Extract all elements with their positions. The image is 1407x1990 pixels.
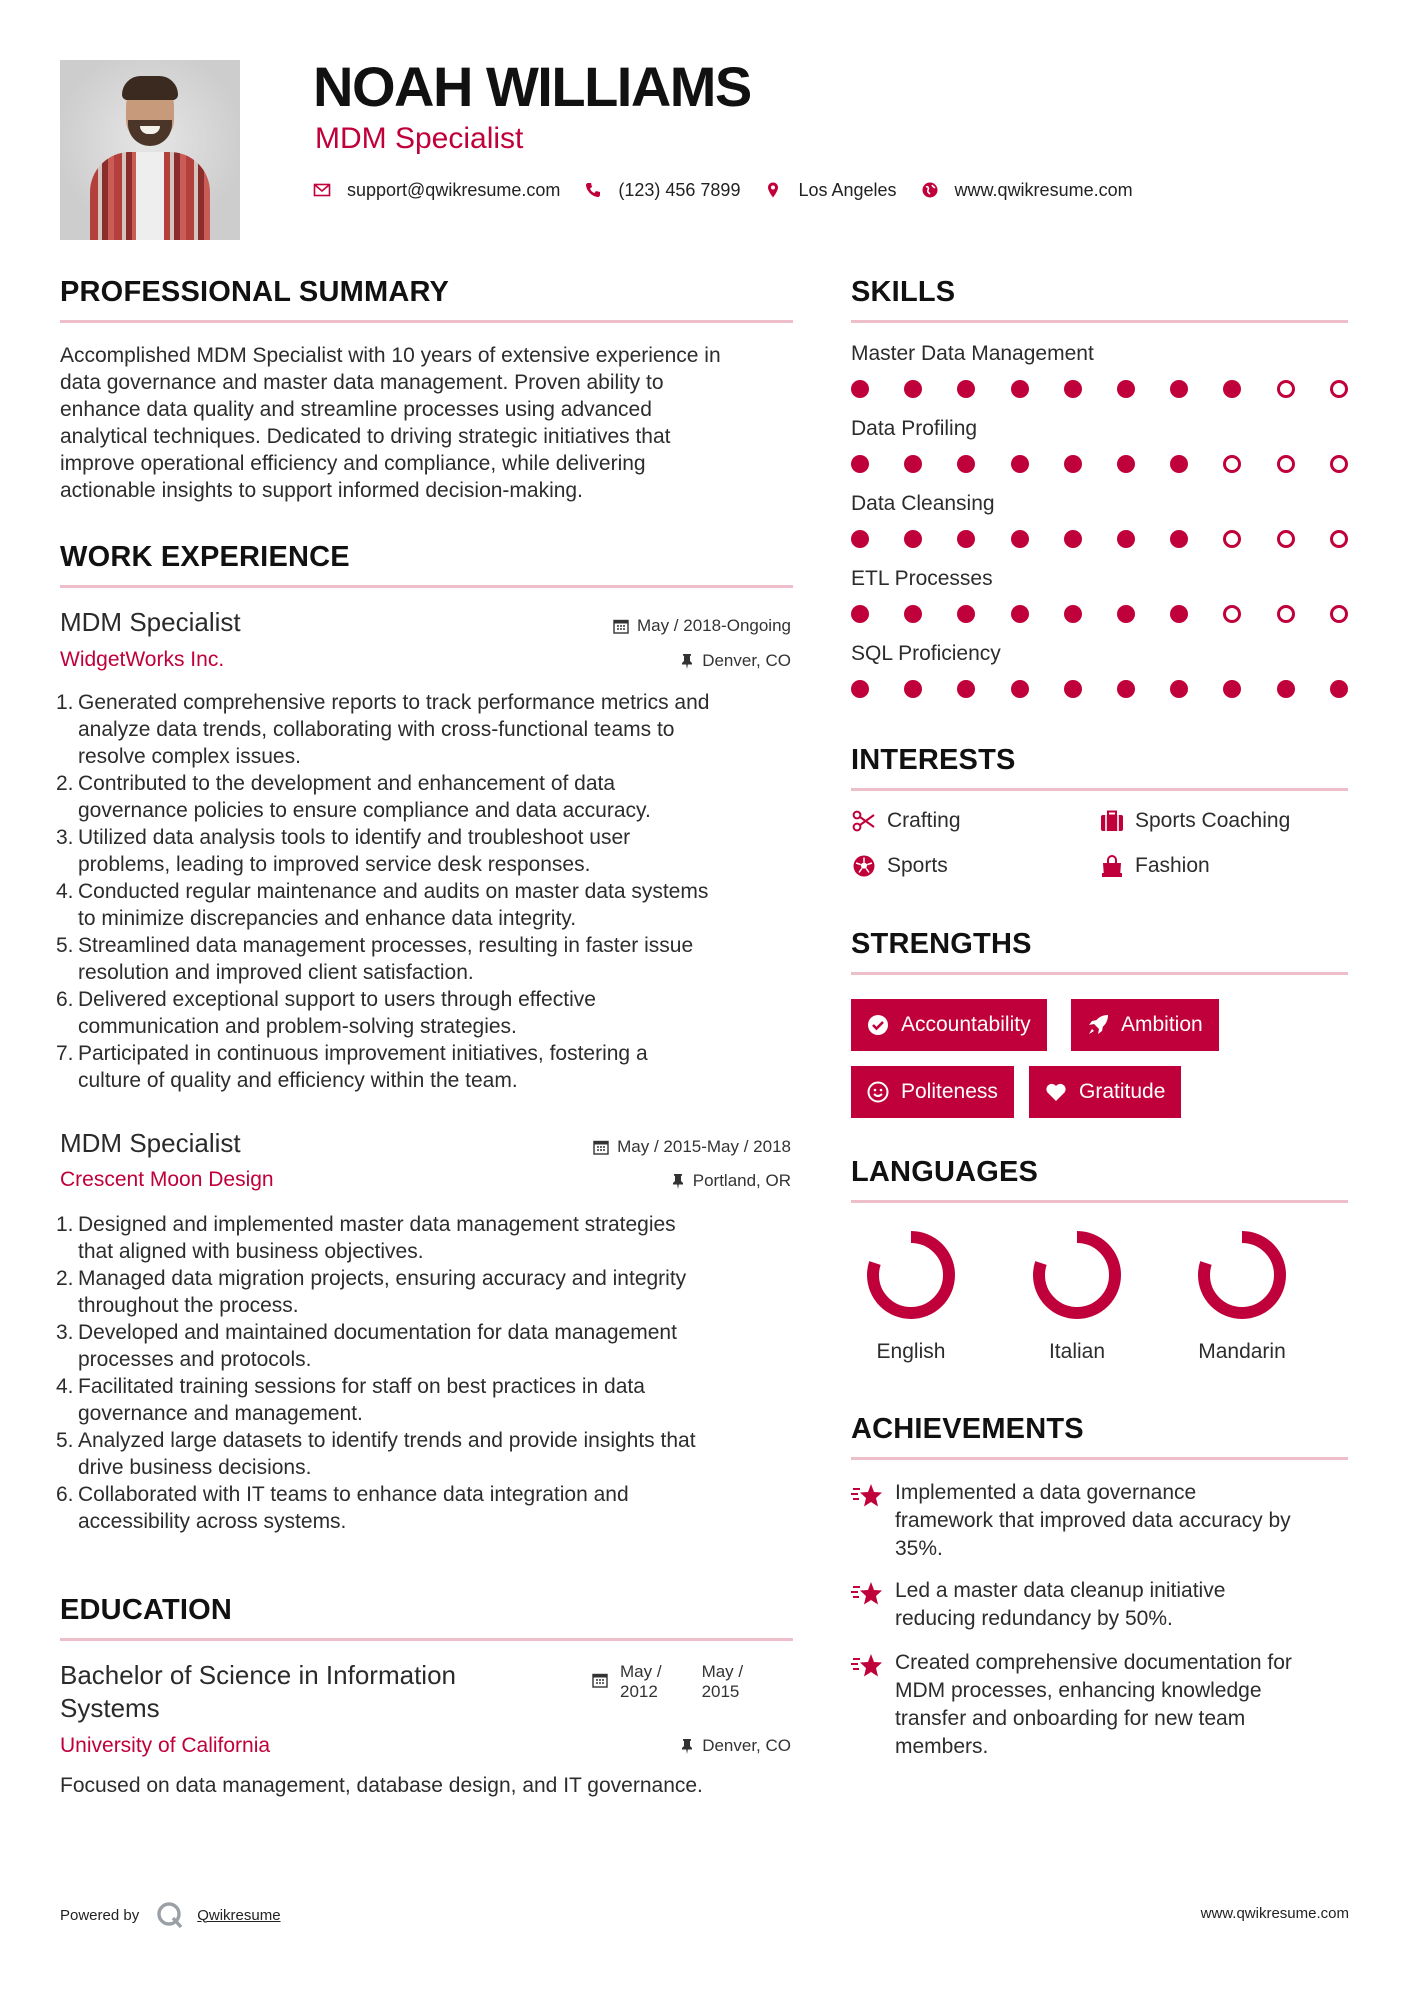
item-line: resolution and improved client satisfaction. xyxy=(78,961,474,984)
language-ring xyxy=(861,1225,961,1325)
responsibility-item xyxy=(56,986,800,1040)
phone-icon xyxy=(584,181,602,199)
languages-rule xyxy=(851,1200,1348,1203)
skill-dot-filled xyxy=(957,680,975,698)
degree-name xyxy=(60,1659,456,1725)
skill-dot-filled xyxy=(1064,680,1082,698)
item-line: Facilitated training sessions for staff on best practices in data xyxy=(78,1375,645,1398)
skill-dot-empty xyxy=(1277,605,1295,623)
item-line: Collaborated with IT teams to enhance data integration and xyxy=(78,1483,629,1506)
interest-label: Crafting xyxy=(887,809,961,832)
skill-dot-empty xyxy=(1223,530,1241,548)
scissors-icon xyxy=(851,808,877,834)
achievement-text xyxy=(895,1577,1355,1633)
skill-dot-filled xyxy=(1011,605,1029,623)
item-line: that aligned with business objectives. xyxy=(78,1240,424,1263)
skill-dot-filled xyxy=(1170,380,1188,398)
strength-tag xyxy=(1071,999,1219,1051)
phone-text: (123) 456 7899 xyxy=(618,179,741,200)
contact-website[interactable] xyxy=(921,180,1133,201)
interest-item xyxy=(851,853,948,879)
skill-name: Master Data Management xyxy=(851,342,1094,365)
strength-tag xyxy=(851,999,1047,1051)
job-dates xyxy=(613,616,791,636)
degree-line: Bachelor of Science in Information xyxy=(60,1660,456,1690)
skill-dot-filled xyxy=(1170,680,1188,698)
language-gauge xyxy=(1017,1225,1137,1330)
star-icon xyxy=(851,1483,883,1509)
skill-dot-empty xyxy=(1330,530,1348,548)
brand-link[interactable]: Qwikresume xyxy=(197,1906,281,1924)
skill-dot-filled xyxy=(851,605,869,623)
location-text: Los Angeles xyxy=(798,179,897,200)
education-heading: EDUCATION xyxy=(60,1594,233,1626)
globe-icon xyxy=(921,181,939,199)
pushpin-icon xyxy=(671,1173,685,1189)
contact-location xyxy=(764,180,896,201)
item-number: 1. xyxy=(56,691,74,714)
item-line: culture of quality and efficiency within the team. xyxy=(78,1069,518,1092)
calendar-icon xyxy=(592,1672,608,1688)
job-location xyxy=(680,651,791,671)
responsibility-item xyxy=(56,1481,800,1535)
item-line: Designed and implemented master data management strategies xyxy=(78,1213,676,1236)
skill-dot-filled xyxy=(1064,530,1082,548)
powered-by-text: Powered by xyxy=(60,1906,140,1924)
skill-name: ETL Processes xyxy=(851,567,993,590)
item-number: 1. xyxy=(56,1213,74,1236)
skill-dot-filled xyxy=(904,680,922,698)
item-number: 5. xyxy=(56,1429,74,1452)
email-text: support@qwikresume.com xyxy=(347,179,561,200)
education-rule xyxy=(60,1638,793,1641)
item-line: Developed and maintained documentation for data management xyxy=(78,1321,677,1344)
skill-rating xyxy=(851,380,1349,400)
item-line: governance policies to ensure compliance and data accuracy. xyxy=(78,799,651,822)
item-line: Conducted regular maintenance and audits on master data systems xyxy=(78,880,709,903)
summary-line: data governance and master data management. Proven ability to xyxy=(60,371,664,394)
skill-name: Data Profiling xyxy=(851,417,978,440)
item-number: 3. xyxy=(56,1321,74,1344)
experience-rule xyxy=(60,585,793,588)
achievements-heading: ACHIEVEMENTS xyxy=(851,1413,1084,1445)
job-location xyxy=(671,1171,791,1191)
experience-heading: WORK EXPERIENCE xyxy=(60,541,350,573)
contact-bar xyxy=(313,178,1157,202)
strength-tag xyxy=(1029,1066,1181,1118)
date-part: May / xyxy=(620,1662,662,1681)
summary-line: enhance data quality and streamline processes using advanced xyxy=(60,398,652,421)
skill-dot-filled xyxy=(851,680,869,698)
skill-dot-filled xyxy=(1064,455,1082,473)
skill-dot-filled xyxy=(1223,380,1241,398)
item-line: Analyzed large datasets to identify trends and provide insights that xyxy=(78,1429,696,1452)
skill-dot-filled xyxy=(1064,380,1082,398)
summary-rule xyxy=(60,320,793,323)
skill-dot-filled xyxy=(904,455,922,473)
briefcase-icon xyxy=(1099,808,1125,834)
item-line: governance and management. xyxy=(78,1402,363,1425)
skill-dot-filled xyxy=(1011,455,1029,473)
skill-dot-filled xyxy=(904,605,922,623)
item-number: 5. xyxy=(56,934,74,957)
item-line: to minimize discrepancies and enhance data integrity. xyxy=(78,907,577,930)
job-location-text: Portland, OR xyxy=(692,1171,791,1190)
summary-text xyxy=(60,342,800,504)
language-ring-arc xyxy=(873,1237,949,1313)
skill-rating xyxy=(851,455,1349,475)
candidate-name: NOAH WILLIAMS xyxy=(313,55,751,118)
candidate-title: MDM Specialist xyxy=(315,122,524,155)
achievement-line: 35%. xyxy=(895,1537,943,1560)
date-part: May / xyxy=(701,1662,744,1681)
summary-line: improve operational efficiency and compliance, while delivering xyxy=(60,452,646,475)
interest-item xyxy=(1099,808,1290,834)
job-dates-text: May / 2015-May / 2018 xyxy=(617,1137,791,1156)
skill-dot-filled xyxy=(1011,380,1029,398)
skill-dot-filled xyxy=(1223,680,1241,698)
language-gauge xyxy=(851,1225,971,1330)
job-responsibilities xyxy=(56,689,800,1094)
education-description: Focused on data management, database design, and IT governance. xyxy=(60,1774,703,1797)
achievement-line: framework that improved data accuracy by xyxy=(895,1509,1291,1532)
calendar-icon xyxy=(613,618,629,634)
school-name: University of California xyxy=(60,1734,271,1757)
education-start-date xyxy=(620,1662,662,1702)
summary-line: actionable insights to support informed decision-making. xyxy=(60,479,583,502)
skill-dot-empty xyxy=(1223,605,1241,623)
skill-rating xyxy=(851,530,1349,550)
website-text: www.qwikresume.com xyxy=(954,179,1133,200)
item-number: 2. xyxy=(56,772,74,795)
language-label: English xyxy=(876,1340,946,1363)
skill-rating xyxy=(851,680,1349,700)
skill-dot-filled xyxy=(1117,680,1135,698)
responsibility-item xyxy=(56,932,800,986)
item-line: resolve complex issues. xyxy=(78,745,301,768)
interest-item xyxy=(851,808,961,834)
contact-phone[interactable] xyxy=(584,180,740,201)
item-line: communication and problem-solving strategies. xyxy=(78,1015,517,1038)
skill-name: Data Cleansing xyxy=(851,492,995,515)
achievement-line: Implemented a data governance xyxy=(895,1481,1197,1504)
achievements-rule xyxy=(851,1457,1348,1460)
achievement-line: transfer and onboarding for new team xyxy=(895,1707,1246,1730)
achievement-line: Led a master data cleanup initiative xyxy=(895,1579,1226,1602)
job-title: MDM Specialist xyxy=(60,607,241,637)
skills-rule xyxy=(851,320,1348,323)
job-dates-text: May / 2018-Ongoing xyxy=(636,616,791,635)
achievement-line: reducing redundancy by 50%. xyxy=(895,1607,1173,1630)
item-line: Contributed to the development and enhancement of data xyxy=(78,772,616,795)
skill-dot-filled xyxy=(957,605,975,623)
item-number: 6. xyxy=(56,1483,74,1506)
language-ring-arc xyxy=(1039,1237,1115,1313)
footer-website[interactable]: www.qwikresume.com xyxy=(1200,1905,1349,1922)
achievement-text xyxy=(895,1479,1355,1563)
skill-dot-filled xyxy=(1064,605,1082,623)
company-name: Crescent Moon Design xyxy=(60,1168,274,1191)
skill-dot-filled xyxy=(1011,680,1029,698)
item-line: accessibility across systems. xyxy=(78,1510,347,1533)
pushpin-icon xyxy=(680,653,694,669)
strength-label: Ambition xyxy=(1121,1013,1203,1036)
pushpin-icon xyxy=(680,1738,694,1754)
skill-dot-filled xyxy=(1117,605,1135,623)
skill-dot-filled xyxy=(957,380,975,398)
date-part: 2012 xyxy=(620,1682,658,1701)
soccer-ball-icon xyxy=(851,853,877,879)
interest-label: Sports Coaching xyxy=(1135,809,1291,832)
achievement-line: Created comprehensive documentation for xyxy=(895,1651,1292,1674)
strength-label: Accountability xyxy=(901,1013,1031,1036)
skill-dot-filled xyxy=(851,530,869,548)
item-number: 4. xyxy=(56,1375,74,1398)
responsibility-item xyxy=(56,770,800,824)
summary-line: analytical techniques. Dedicated to driving strategic initiatives that xyxy=(60,425,671,448)
item-number: 3. xyxy=(56,826,74,849)
skill-dot-filled xyxy=(1170,455,1188,473)
shopping-bag-icon xyxy=(1099,853,1125,879)
interests-rule xyxy=(851,788,1348,791)
item-line: Delivered exceptional support to users through effective xyxy=(78,988,596,1011)
skill-dot-empty xyxy=(1277,455,1295,473)
achievement-line: members. xyxy=(895,1735,989,1758)
languages-heading: LANGUAGES xyxy=(851,1156,1039,1188)
strengths-heading: STRENGTHS xyxy=(851,928,1032,960)
achievement-line: MDM processes, enhancing knowledge xyxy=(895,1679,1262,1702)
item-line: problems, leading to improved service desk responses. xyxy=(78,853,591,876)
footer-powered-by xyxy=(60,1900,281,1930)
responsibility-item xyxy=(56,1040,800,1094)
skill-dot-empty xyxy=(1330,380,1348,398)
item-line: Participated in continuous improvement initiatives, fostering a xyxy=(78,1042,648,1065)
skill-name: SQL Proficiency xyxy=(851,642,1001,665)
skill-dot-filled xyxy=(1170,605,1188,623)
skill-rating xyxy=(851,605,1349,625)
item-line: Generated comprehensive reports to track performance metrics and xyxy=(78,691,710,714)
item-line: Streamlined data management processes, resulting in faster issue xyxy=(78,934,694,957)
skill-dot-empty xyxy=(1330,605,1348,623)
responsibility-item xyxy=(56,878,800,932)
job-responsibilities xyxy=(56,1211,800,1535)
responsibility-item xyxy=(56,1373,800,1427)
skill-dot-filled xyxy=(904,380,922,398)
strength-label: Gratitude xyxy=(1079,1080,1166,1103)
skill-dot-empty xyxy=(1223,455,1241,473)
skill-dot-filled xyxy=(904,530,922,548)
contact-email[interactable] xyxy=(313,180,560,201)
skill-dot-empty xyxy=(1277,530,1295,548)
skill-dot-filled xyxy=(1170,530,1188,548)
job-location-text: Denver, CO xyxy=(702,651,791,670)
calendar-icon xyxy=(593,1139,609,1155)
skill-dot-filled xyxy=(1277,680,1295,698)
skill-dot-filled xyxy=(1117,455,1135,473)
qwikresume-logo-icon xyxy=(155,1900,185,1930)
profile-photo xyxy=(60,60,240,240)
item-line: throughout the process. xyxy=(78,1294,299,1317)
language-label: Mandarin xyxy=(1198,1340,1286,1363)
education-end-date xyxy=(702,1662,744,1702)
heart-icon xyxy=(1045,1081,1067,1103)
language-ring-arc xyxy=(1204,1237,1280,1313)
skill-dot-filled xyxy=(851,380,869,398)
skill-dot-empty xyxy=(1330,455,1348,473)
interests-heading: INTERESTS xyxy=(851,744,1016,776)
summary-heading: PROFESSIONAL SUMMARY xyxy=(60,276,450,308)
skill-dot-filled xyxy=(1330,680,1348,698)
star-icon xyxy=(851,1653,883,1679)
skill-dot-filled xyxy=(957,530,975,548)
skills-heading: SKILLS xyxy=(851,276,956,308)
star-icon xyxy=(851,1581,883,1607)
language-gauge xyxy=(1182,1225,1302,1330)
date-part: 2015 xyxy=(701,1682,740,1701)
responsibility-item xyxy=(56,824,800,878)
achievement-text xyxy=(895,1649,1355,1761)
item-number: 6. xyxy=(56,988,74,1011)
education-location-text: Denver, CO xyxy=(702,1736,791,1755)
skill-dot-empty xyxy=(1277,380,1295,398)
responsibility-item xyxy=(56,1319,800,1373)
item-line: analyze data trends, collaborating with cross-functional teams to xyxy=(78,718,675,741)
interest-label: Sports xyxy=(887,854,948,877)
interest-label: Fashion xyxy=(1135,854,1210,877)
language-label: Italian xyxy=(1048,1340,1106,1363)
strength-label: Politeness xyxy=(901,1080,998,1103)
skill-dot-filled xyxy=(1011,530,1029,548)
item-line: Managed data migration projects, ensuring accuracy and integrity xyxy=(78,1267,687,1290)
responsibility-item xyxy=(56,1211,800,1265)
responsibility-item xyxy=(56,1265,800,1319)
skill-dot-filled xyxy=(957,455,975,473)
language-ring xyxy=(1192,1225,1292,1325)
smile-icon xyxy=(867,1081,889,1103)
strengths-rule xyxy=(851,972,1348,975)
education-dates xyxy=(592,1662,743,1702)
map-pin-icon xyxy=(764,181,782,199)
skill-dot-filled xyxy=(851,455,869,473)
education-location xyxy=(680,1736,791,1756)
language-ring xyxy=(1027,1225,1127,1325)
job-dates xyxy=(593,1137,791,1157)
item-line: Utilized data analysis tools to identify and troubleshoot user xyxy=(78,826,631,849)
job-title: MDM Specialist xyxy=(60,1128,241,1158)
item-number: 7. xyxy=(56,1042,74,1065)
degree-line: Systems xyxy=(60,1693,160,1723)
envelope-icon xyxy=(313,181,331,199)
skill-dot-filled xyxy=(1117,530,1135,548)
responsibility-item xyxy=(56,689,800,770)
strength-tag xyxy=(851,1066,1014,1118)
item-number: 2. xyxy=(56,1267,74,1290)
interest-item xyxy=(1099,853,1210,879)
skill-dot-filled xyxy=(1117,380,1135,398)
check-circle-icon xyxy=(867,1014,889,1036)
item-line: processes and protocols. xyxy=(78,1348,312,1371)
rocket-icon xyxy=(1087,1014,1109,1036)
responsibility-item xyxy=(56,1427,800,1481)
item-line: drive business decisions. xyxy=(78,1456,312,1479)
summary-line: Accomplished MDM Specialist with 10 years of extensive experience in xyxy=(60,344,721,367)
company-name: WidgetWorks Inc. xyxy=(60,648,225,671)
item-number: 4. xyxy=(56,880,74,903)
